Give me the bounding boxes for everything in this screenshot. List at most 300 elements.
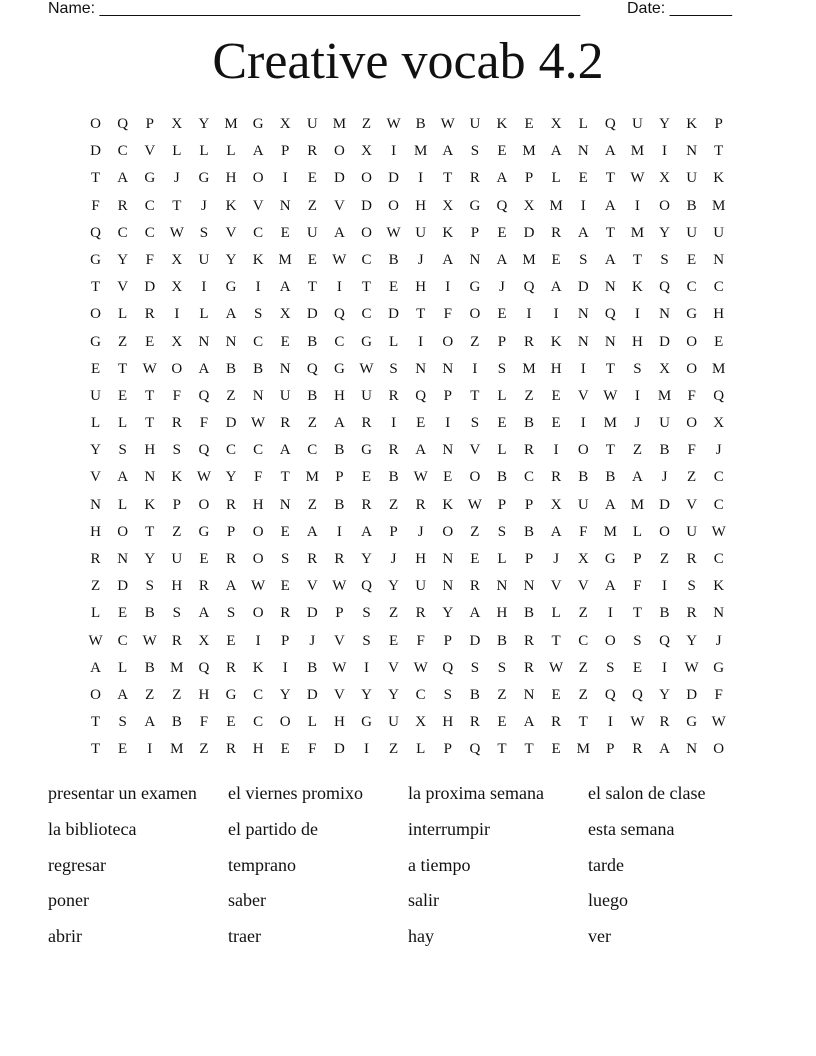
grid-letter: T: [307, 279, 317, 296]
grid-letter: S: [226, 605, 236, 622]
grid-letter: I: [634, 197, 640, 214]
grid-letter: Z: [388, 605, 399, 622]
grid-letter: P: [172, 496, 181, 513]
grid-letter: F: [714, 686, 723, 703]
grid-letter: I: [255, 279, 261, 296]
grid-letter: K: [686, 116, 698, 132]
grid-letter: I: [553, 442, 559, 459]
grid-letter: M: [332, 116, 347, 132]
grid-letter: P: [524, 170, 534, 187]
grid-letter: V: [550, 578, 562, 595]
grid-letter: E: [632, 659, 642, 676]
grid-letter: I: [580, 360, 586, 377]
grid-letter: B: [334, 442, 345, 459]
grid-letter: Q: [306, 360, 318, 377]
grid-letter: V: [333, 632, 345, 649]
grid-letter: B: [388, 469, 399, 486]
grid-letter: I: [607, 605, 613, 622]
grid-row: [82, 682, 734, 709]
grid-letter: F: [308, 741, 317, 758]
grid-letter: U: [361, 387, 372, 404]
grid-letter: Y: [225, 251, 237, 268]
grid-letter: C: [307, 442, 318, 459]
grid-letter: K: [144, 496, 156, 513]
grid-letter: S: [172, 442, 181, 459]
grid-letter: P: [524, 496, 534, 513]
grid-letter: Y: [279, 686, 291, 703]
grid-letter: O: [713, 741, 725, 758]
grid-letter: K: [225, 197, 237, 214]
grid-letter: C: [361, 306, 372, 323]
grid-row: [82, 437, 734, 464]
grid-letter: B: [496, 632, 507, 649]
grid-letter: Y: [225, 469, 237, 486]
grid-letter: F: [172, 387, 181, 404]
grid-letter: D: [659, 333, 670, 350]
grid-row: [82, 546, 734, 573]
grid-letter: R: [388, 442, 399, 459]
grid-letter: Y: [117, 251, 129, 268]
grid-letter: T: [172, 197, 182, 214]
grid-letter: N: [577, 333, 589, 350]
grid-letter: E: [280, 741, 290, 758]
grid-letter: R: [469, 714, 480, 731]
grid-letter: Y: [686, 632, 698, 649]
grid-letter: G: [198, 170, 210, 187]
grid-letter: Y: [361, 686, 372, 703]
grid-letter: O: [442, 523, 454, 540]
grid-letter: E: [524, 116, 534, 132]
grid-letter: M: [224, 116, 238, 132]
grid-letter: Z: [524, 387, 534, 404]
grid-letter: I: [580, 197, 586, 214]
grid-letter: S: [470, 143, 480, 160]
grid-letter: L: [578, 116, 588, 132]
grid-letter: W: [142, 360, 157, 377]
grid-letter: N: [279, 496, 291, 513]
grid-letter: T: [90, 279, 101, 296]
grid-letter: W: [711, 714, 726, 731]
grid-letter: I: [201, 279, 207, 296]
word-bank-item: hay: [408, 926, 434, 947]
grid-letter: A: [333, 415, 345, 432]
grid-letter: A: [550, 523, 562, 540]
grid-letter: Y: [144, 551, 156, 567]
grid-letter: O: [686, 333, 698, 350]
grid-letter: K: [252, 251, 264, 268]
grid-letter: A: [90, 659, 101, 676]
grid-letter: B: [307, 387, 318, 404]
grid-letter: P: [443, 632, 452, 649]
grid-letter: R: [361, 415, 372, 432]
grid-letter: E: [687, 251, 697, 268]
grid-letter: G: [90, 251, 101, 268]
grid-letter: N: [713, 251, 725, 268]
grid-letter: W: [196, 469, 211, 486]
grid-letter: E: [118, 387, 128, 404]
grid-letter: D: [333, 170, 345, 187]
grid-letter: O: [659, 523, 670, 540]
grid-letter: J: [634, 415, 641, 432]
grid-letter: N: [577, 143, 589, 160]
grid-letter: U: [686, 170, 698, 187]
grid-letter: Q: [198, 442, 210, 459]
grid-letter: X: [171, 116, 183, 132]
grid-letter: W: [413, 659, 428, 676]
grid-letter: A: [604, 496, 616, 513]
grid-letter: A: [117, 686, 129, 703]
grid-letter: S: [253, 306, 263, 323]
grid-letter: G: [333, 360, 345, 377]
grid-letter: U: [686, 224, 698, 241]
grid-letter: U: [686, 523, 698, 540]
grid-letter: E: [443, 469, 453, 486]
grid-letter: W: [332, 578, 347, 595]
grid-letter: N: [523, 686, 535, 703]
grid-letter: L: [90, 415, 101, 432]
grid-letter: O: [469, 469, 481, 486]
grid-letter: C: [253, 714, 264, 731]
grid-letter: G: [198, 523, 210, 540]
grid-letter: W: [549, 659, 564, 676]
grid-letter: K: [550, 333, 562, 350]
grid-letter: A: [361, 523, 372, 540]
grid-letter: X: [713, 415, 725, 432]
grid-letter: O: [686, 360, 698, 377]
grid-letter: P: [714, 116, 723, 132]
grid-letter: F: [91, 197, 100, 214]
grid-letter: A: [442, 143, 454, 160]
grid-letter: X: [171, 279, 183, 296]
grid-letter: O: [171, 360, 183, 377]
grid-letter: M: [712, 360, 726, 377]
grid-letter: R: [388, 387, 399, 404]
grid-letter: C: [117, 224, 128, 241]
grid-letter: I: [336, 523, 342, 540]
grid-letter: Q: [604, 686, 616, 703]
grid-letter: K: [442, 224, 454, 241]
grid-row: [82, 628, 734, 655]
grid-letter: N: [252, 387, 264, 404]
grid-letter: Q: [198, 387, 210, 404]
grid-letter: W: [413, 469, 428, 486]
grid-letter: T: [524, 741, 534, 758]
grid-letter: R: [415, 496, 426, 513]
grid-letter: Q: [659, 632, 670, 649]
grid-letter: U: [90, 387, 101, 404]
grid-letter: C: [713, 469, 724, 486]
grid-letter: R: [632, 741, 643, 758]
grid-letter: K: [632, 279, 643, 296]
grid-letter: Q: [713, 387, 725, 404]
grid-letter: Z: [470, 333, 480, 350]
grid-letter: D: [225, 415, 237, 432]
grid-letter: M: [630, 496, 645, 513]
grid-letter: A: [117, 170, 129, 187]
grid-letter: X: [550, 116, 562, 132]
grid-letter: N: [442, 578, 454, 595]
grid-letter: M: [522, 143, 536, 160]
grid-letter: I: [445, 415, 451, 432]
grid-letter: K: [252, 659, 264, 676]
word-bank-item: ver: [588, 926, 611, 947]
grid-letter: R: [90, 551, 101, 567]
grid-letter: S: [362, 632, 371, 649]
grid-letter: A: [279, 442, 291, 459]
grid-letter: R: [415, 605, 426, 622]
grid-letter: O: [388, 197, 399, 214]
grid-letter: C: [713, 496, 724, 513]
grid-letter: B: [659, 605, 670, 622]
grid-letter: A: [604, 143, 616, 160]
grid-letter: H: [632, 333, 643, 350]
grid-letter: E: [388, 632, 399, 649]
grid-letter: U: [415, 578, 427, 595]
grid-letter: G: [225, 279, 237, 296]
grid-letter: D: [388, 306, 399, 323]
grid-letter: E: [118, 741, 128, 758]
grid-letter: U: [306, 224, 318, 241]
grid-letter: O: [442, 333, 454, 350]
grid-letter: L: [416, 741, 426, 758]
grid-letter: R: [469, 170, 480, 187]
grid-letter: N: [713, 605, 725, 622]
grid-letter: B: [226, 360, 237, 377]
grid-letter: B: [307, 333, 318, 350]
grid-letter: I: [662, 143, 668, 160]
grid-letter: X: [279, 306, 291, 323]
grid-letter: L: [199, 306, 209, 323]
grid-letter: H: [496, 605, 508, 622]
grid-letter: B: [334, 496, 345, 513]
grid-letter: K: [713, 578, 725, 595]
grid-letter: C: [334, 333, 345, 350]
grid-letter: T: [470, 387, 480, 404]
grid-letter: W: [359, 360, 374, 377]
grid-letter: D: [144, 279, 156, 296]
grid-letter: P: [497, 333, 507, 350]
grid-letter: E: [551, 741, 561, 758]
grid-letter: O: [117, 523, 129, 540]
grid-letter: L: [118, 415, 128, 432]
grid-letter: X: [415, 714, 427, 731]
grid-letter: E: [416, 415, 426, 432]
grid-letter: J: [173, 170, 180, 187]
grid-row: [82, 655, 734, 682]
grid-letter: T: [361, 279, 372, 296]
grid-letter: R: [334, 551, 345, 567]
grid-letter: O: [90, 116, 101, 132]
grid-letter: C: [253, 333, 264, 350]
grid-letter: P: [497, 496, 507, 513]
date-field-label: Date: _______: [627, 0, 732, 17]
grid-letter: J: [715, 632, 722, 649]
grid-letter: G: [361, 714, 372, 731]
grid-letter: E: [497, 714, 507, 731]
grid-letter: S: [470, 415, 480, 432]
grid-letter: L: [172, 143, 182, 160]
grid-letter: N: [442, 360, 454, 377]
grid-letter: G: [225, 686, 237, 703]
grid-letter: E: [361, 469, 372, 486]
grid-letter: E: [145, 333, 155, 350]
grid-letter: I: [445, 279, 451, 296]
grid-letter: Q: [632, 686, 643, 703]
grid-letter: R: [226, 496, 237, 513]
grid-letter: R: [144, 306, 155, 323]
grid-letter: B: [469, 686, 480, 703]
grid-letter: S: [199, 224, 209, 241]
grid-letter: A: [604, 578, 616, 595]
grid-letter: A: [252, 143, 264, 160]
grid-letter: Y: [659, 224, 670, 241]
grid-letter: T: [145, 415, 155, 432]
grid-letter: M: [630, 143, 645, 160]
grid-letter: Z: [687, 469, 697, 486]
grid-row: [82, 301, 734, 328]
grid-letter: M: [657, 387, 672, 404]
grid-letter: E: [551, 415, 561, 432]
grid-letter: A: [225, 306, 237, 323]
grid-letter: E: [388, 279, 399, 296]
grid-letter: S: [118, 714, 127, 731]
grid-letter: L: [199, 143, 209, 160]
grid-letter: K: [496, 116, 508, 132]
grid-letter: U: [279, 387, 291, 404]
word-bank-item: tarde: [588, 854, 624, 875]
word-bank-item: el salon de clase: [588, 783, 706, 803]
grid-letter: S: [443, 686, 452, 703]
grid-letter: T: [605, 224, 615, 241]
word-bank-item: presentar un examen: [48, 783, 197, 803]
grid-letter: E: [551, 686, 561, 703]
grid-letter: N: [198, 333, 210, 350]
grid-letter: H: [252, 496, 264, 513]
grid-letter: U: [171, 551, 183, 567]
grid-letter: J: [417, 523, 424, 540]
word-bank-item: esta semana: [588, 818, 675, 839]
grid-letter: O: [90, 306, 101, 323]
grid-letter: S: [606, 659, 615, 676]
grid-letter: T: [118, 360, 128, 377]
grid-letter: I: [662, 578, 668, 595]
grid-letter: K: [442, 496, 454, 513]
grid-letter: T: [145, 387, 155, 404]
grid-letter: O: [252, 605, 264, 622]
grid-letter: Z: [307, 496, 317, 513]
word-bank-item: traer: [228, 926, 261, 947]
grid-letter: A: [659, 741, 670, 758]
grid-letter: X: [550, 496, 562, 513]
grid-letter: S: [172, 605, 181, 622]
grid-letter: C: [253, 686, 264, 703]
grid-letter: E: [497, 415, 507, 432]
grid-letter: M: [414, 143, 428, 160]
grid-letter: Y: [659, 116, 670, 132]
grid-letter: Z: [118, 333, 128, 350]
word-bank-item: regresar: [48, 854, 106, 875]
word-bank-item: temprano: [228, 854, 296, 875]
grid-letter: N: [604, 279, 616, 296]
grid-letter: D: [306, 686, 318, 703]
grid-letter: T: [145, 523, 155, 540]
grid-letter: N: [279, 197, 291, 214]
grid-letter: J: [201, 197, 207, 214]
grid-letter: L: [226, 143, 236, 160]
grid-letter: V: [577, 578, 589, 595]
grid-letter: Y: [388, 686, 399, 703]
grid-letter: X: [279, 116, 291, 132]
grid-letter: G: [469, 197, 481, 214]
grid-letter: T: [90, 741, 101, 758]
grid-letter: A: [198, 360, 210, 377]
grid-letter: D: [469, 632, 481, 649]
grid-letter: F: [443, 306, 452, 323]
grid-letter: O: [577, 442, 589, 459]
grid-letter: L: [497, 387, 507, 404]
grid-row: [82, 274, 734, 301]
grid-letter: V: [117, 279, 129, 296]
grid-letter: H: [144, 442, 156, 459]
grid-letter: C: [117, 632, 128, 649]
grid-letter: I: [634, 306, 640, 323]
grid-letter: Q: [496, 197, 508, 214]
grid-letter: B: [496, 469, 507, 486]
grid-letter: D: [577, 279, 589, 296]
grid-letter: O: [469, 306, 481, 323]
grid-letter: R: [686, 605, 697, 622]
grid-letter: W: [467, 496, 482, 513]
grid-letter: A: [496, 251, 508, 268]
grid-letter: B: [524, 415, 535, 432]
grid-letter: J: [499, 279, 505, 296]
grid-letter: Z: [388, 741, 399, 758]
grid-row: [82, 138, 734, 165]
grid-letter: D: [306, 306, 318, 323]
grid-letter: J: [661, 469, 668, 486]
grid-letter: S: [497, 360, 507, 377]
grid-letter: L: [497, 551, 507, 567]
grid-letter: T: [605, 360, 615, 377]
grid-letter: B: [578, 469, 589, 486]
word-bank-item: la biblioteca: [48, 818, 137, 839]
grid-row: [82, 464, 734, 491]
grid-letter: N: [469, 251, 481, 268]
grid-row: [82, 410, 734, 437]
grid-letter: W: [332, 251, 347, 268]
grid-letter: X: [442, 197, 454, 214]
grid-letter: Z: [659, 551, 670, 567]
grid-letter: R: [524, 632, 535, 649]
grid-letter: T: [497, 741, 507, 758]
grid-letter: H: [225, 170, 237, 187]
word-bank-item: interrumpir: [408, 818, 490, 839]
grid-letter: H: [550, 360, 562, 377]
grid-letter: E: [199, 551, 209, 567]
grid-letter: R: [171, 415, 182, 432]
grid-letter: Q: [442, 659, 454, 676]
grid-letter: I: [174, 306, 180, 323]
grid-letter: I: [363, 659, 369, 676]
grid-letter: K: [171, 469, 183, 486]
grid-letter: U: [577, 496, 589, 513]
grid-letter: W: [603, 387, 618, 404]
grid-letter: I: [553, 306, 559, 323]
grid-letter: G: [252, 116, 264, 132]
word-search-grid: [82, 111, 734, 764]
grid-letter: R: [226, 659, 237, 676]
grid-letter: Z: [632, 442, 642, 459]
